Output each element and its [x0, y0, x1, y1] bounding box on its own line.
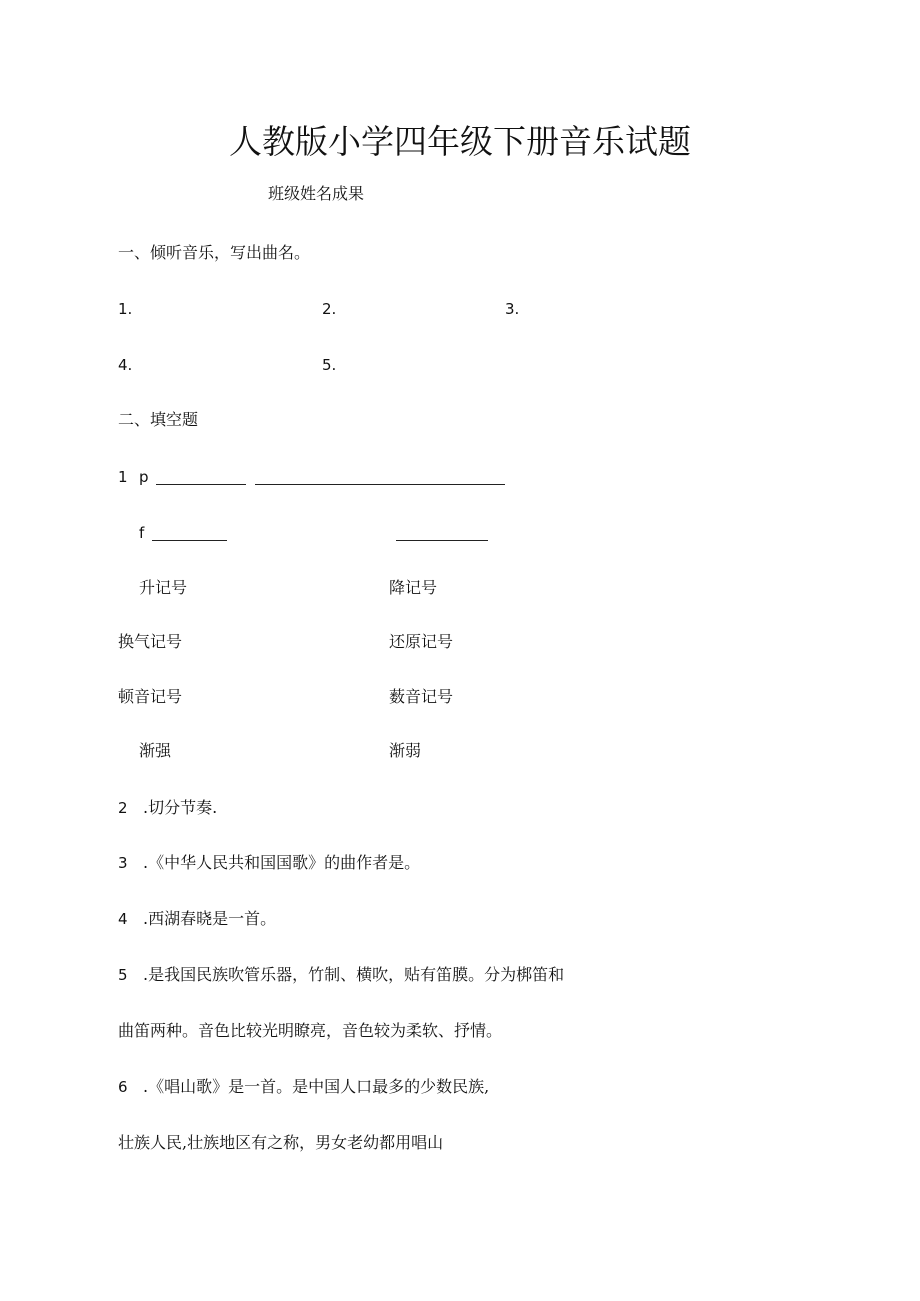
symbol-staccato: 顿音记号 [118, 687, 183, 706]
fill-question-1-number: 1 [118, 468, 128, 486]
answer-blank-p [156, 484, 246, 485]
document-title: 人教版小学四年级下册音乐试题 [229, 122, 691, 161]
symbol-decrescendo: 渐弱 [389, 741, 422, 760]
dynamic-p-label: p [139, 468, 149, 486]
answer-blank-f [152, 540, 227, 541]
fill-question-2-number: 2 [118, 799, 128, 817]
listening-item-4: 4. [118, 356, 133, 374]
fill-question-4-text: .西湖春晓是一首。 [143, 909, 277, 928]
section1-heading: 一、倾听音乐，写出曲名。 [118, 243, 311, 262]
fill-question-5-continuation: 曲笛两种。音色比较光明瞭亮，音色较为柔软、抒情。 [118, 1021, 503, 1040]
answer-blank-f-meaning [396, 540, 488, 541]
dynamic-f-label: f [139, 524, 145, 542]
symbol-tenuto: 薮音记号 [389, 687, 454, 706]
fill-question-2-text: .切分节奏. [143, 798, 218, 817]
symbol-crescendo: 渐强 [139, 741, 172, 760]
symbol-natural: 还原记号 [389, 632, 454, 651]
fill-question-5-text: .是我国民族吹管乐器，竹制、横吹，贴有笛膜。分为梆笛和 [143, 965, 565, 984]
fill-question-6-number: 6 [118, 1078, 128, 1096]
symbol-flat: 降记号 [389, 578, 438, 597]
fill-question-3-text: .《中华人民共和国国歌》的曲作者是。 [143, 853, 421, 872]
listening-item-2: 2. [322, 300, 337, 318]
fill-question-6-text: .《唱山歌》是一首。是中国人口最多的少数民族, [143, 1077, 490, 1096]
symbol-sharp: 升记号 [139, 578, 188, 597]
fill-question-6-continuation: 壮族人民,壮族地区有之称，男女老幼都用唱山 [118, 1133, 444, 1152]
fill-question-3-number: 3 [118, 854, 128, 872]
fill-question-4-number: 4 [118, 910, 128, 928]
student-info-line: 班级姓名成果 [268, 184, 365, 203]
section2-heading: 二、填空题 [118, 410, 199, 429]
answer-blank-p-meaning [255, 484, 505, 485]
fill-question-5-number: 5 [118, 966, 128, 984]
listening-item-5: 5. [322, 356, 337, 374]
listening-item-3: 3. [505, 300, 520, 318]
listening-item-1: 1. [118, 300, 133, 318]
symbol-breath-mark: 换气记号 [118, 632, 183, 651]
